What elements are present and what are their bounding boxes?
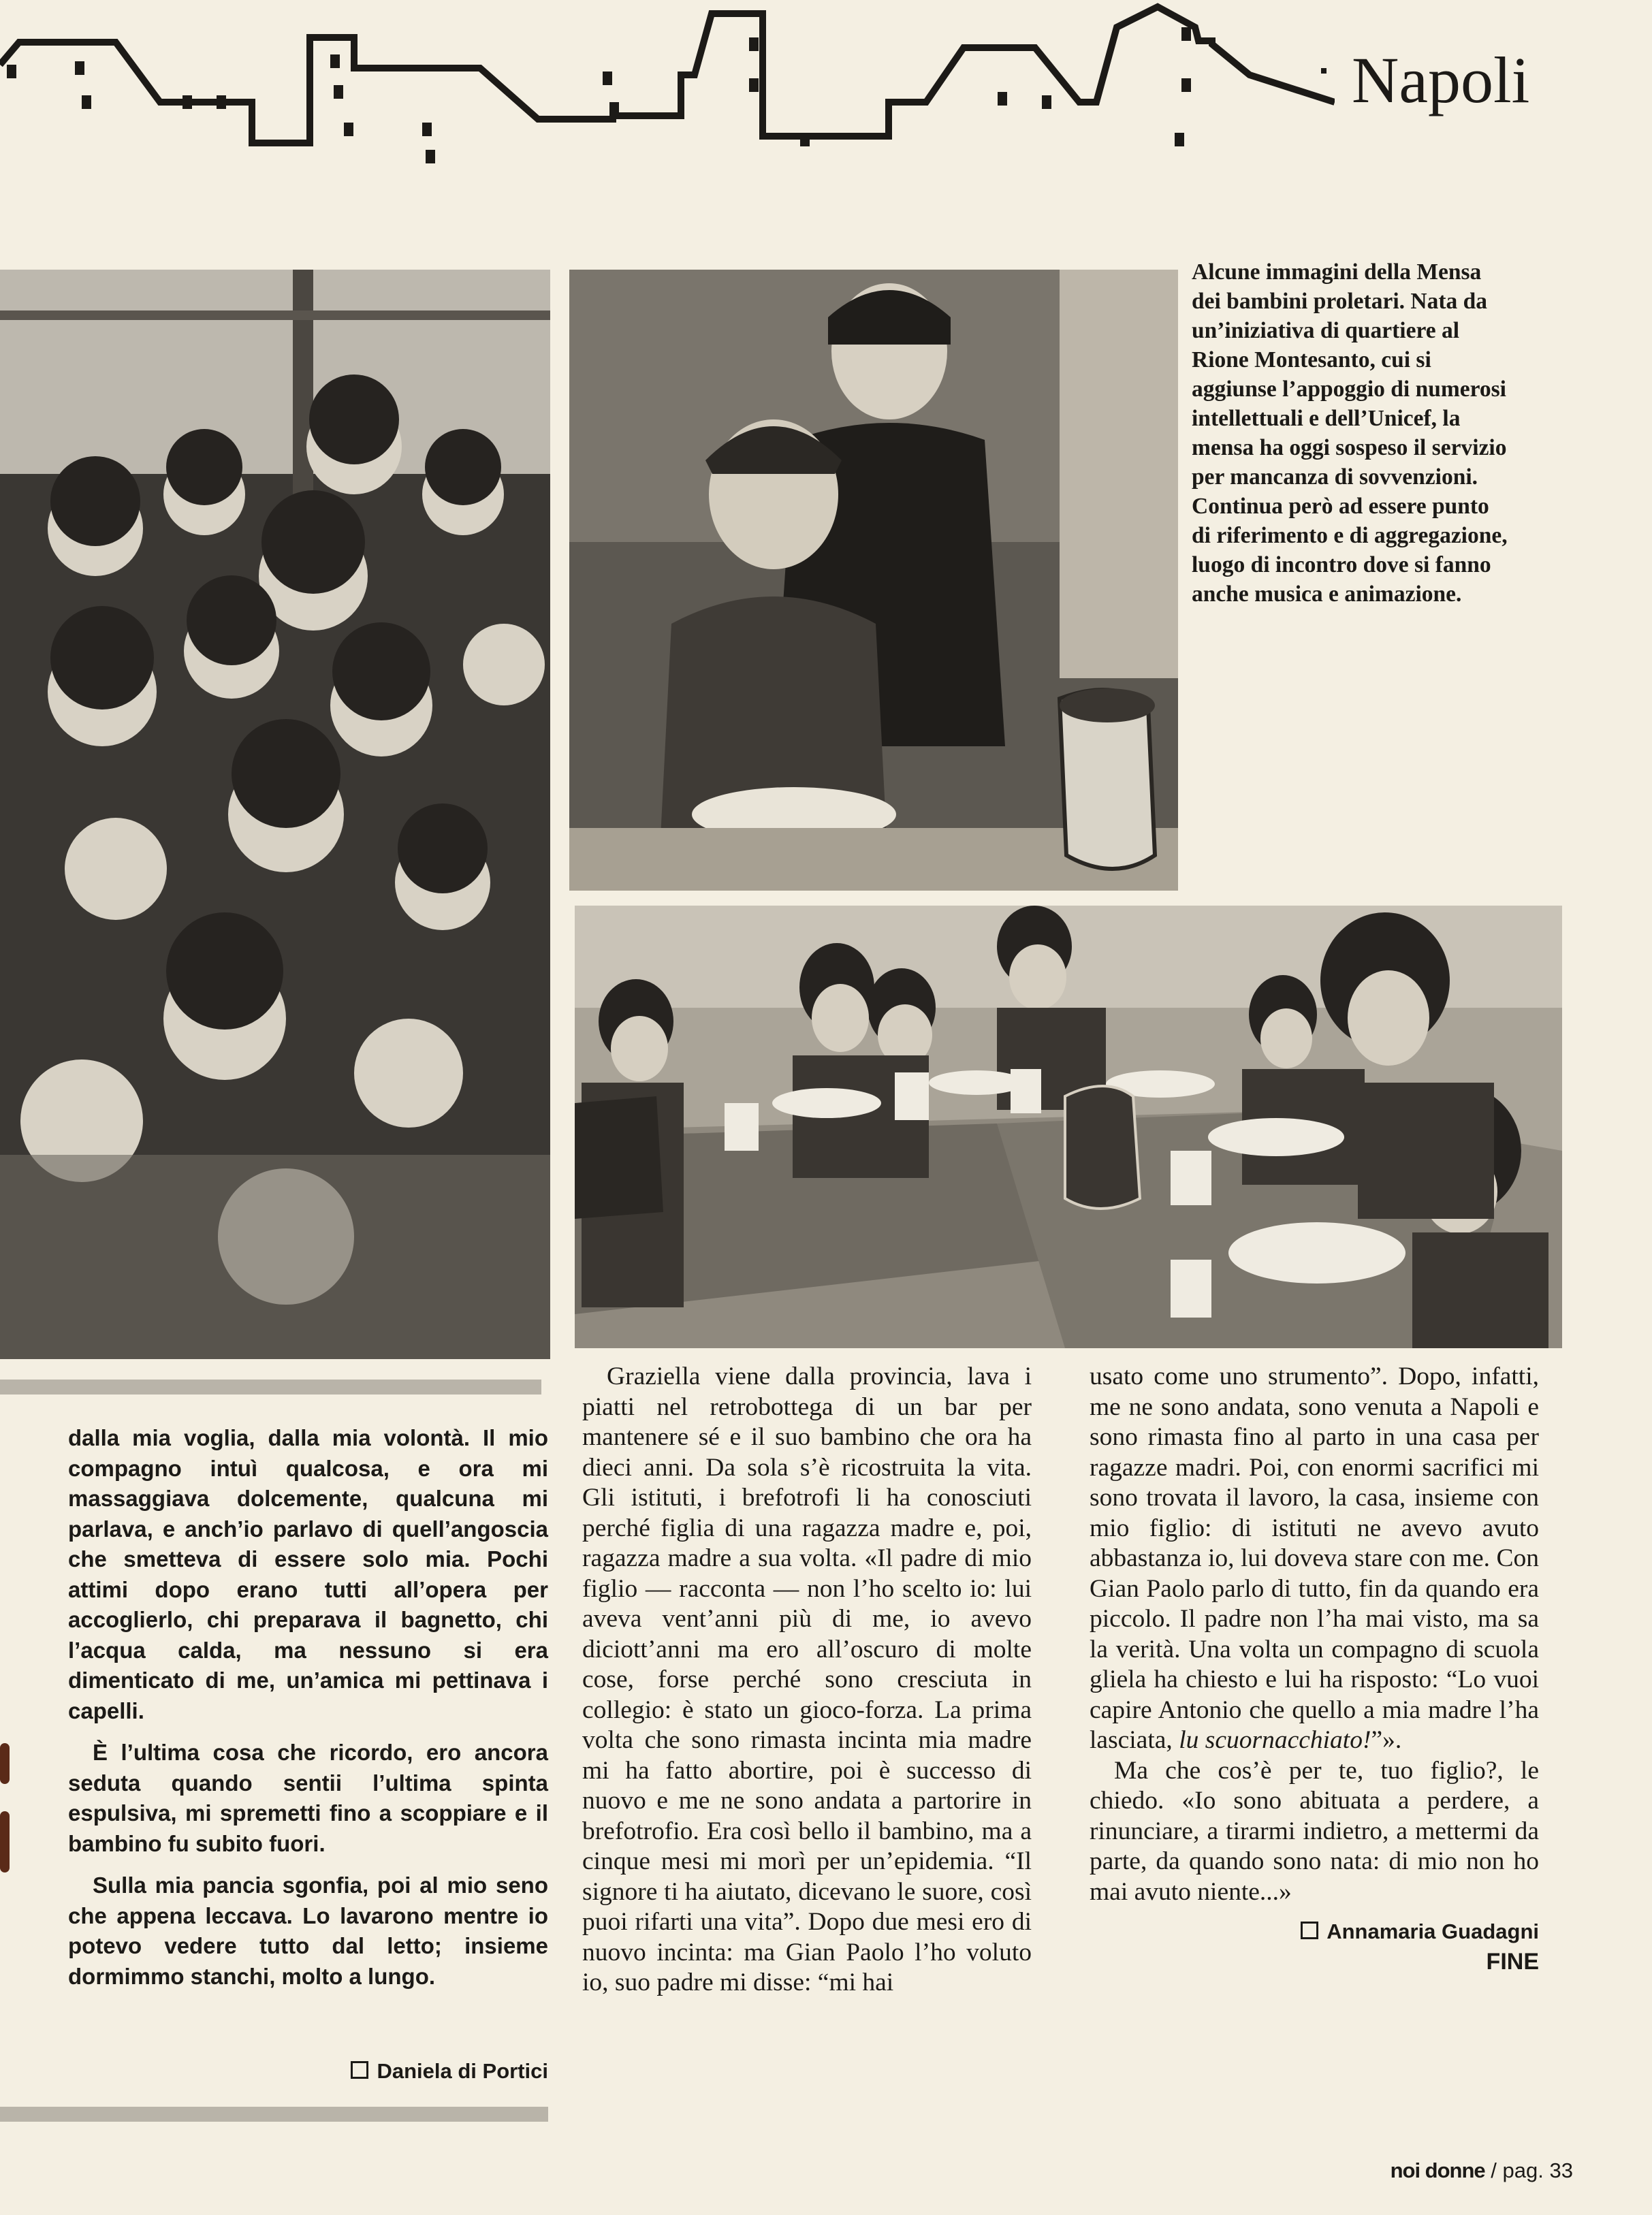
crowd-photo-icon: [0, 270, 550, 1359]
photo-caption: [1192, 257, 1553, 609]
caption-line: Continua però ad essere punto: [1192, 494, 1489, 519]
caption-line: mensa ha oggi sospeso il servizio: [1192, 435, 1507, 460]
byline-name: Annamaria Guadagni: [1327, 1919, 1539, 1943]
caption-line: intellettuali e dell’Unicef, la: [1192, 406, 1461, 431]
magazine-name: noi donne: [1390, 2158, 1485, 2182]
paragraph: Ma che cos’è per te, tuo figlio?, le chiedo. «Io sono abituata a perdere, a rinunciare, a tirarmi indietro, a mettermi da parte, da quando sono nata: di mio non ho mai avuto niente...»: [1090, 1756, 1539, 1906]
children-eating-photo: [569, 270, 1178, 891]
caption-line: di riferimento e di aggregazione,: [1192, 523, 1508, 548]
page-number: 33: [1549, 2158, 1573, 2182]
caption-line: anche musica e animazione.: [1192, 581, 1462, 607]
square-bullet-icon: [1301, 1922, 1318, 1939]
caption-line: aggiunse l’appoggio di numerosi: [1192, 377, 1506, 402]
caption-line: dei bambini proletari. Nata da: [1192, 289, 1487, 314]
page-label: pag.: [1502, 2158, 1544, 2182]
end-marker: FINE: [1486, 1949, 1539, 1975]
binding-mark: [0, 1743, 10, 1784]
children-eating-photo-icon: [569, 270, 1178, 891]
children-at-table-photo: [575, 906, 1562, 1348]
caption-line: Alcune immagini della Mensa: [1192, 259, 1482, 285]
byline-name: Daniela di Portici: [377, 2059, 548, 2083]
column-rule-bottom: [0, 2107, 548, 2122]
binding-mark: [0, 1811, 10, 1873]
children-at-table-photo-icon: [575, 906, 1562, 1348]
column-rule-top: [0, 1380, 541, 1395]
paragraph: È l’ultima cosa che ricordo, ero ancora seduta quando sentii l’ultima spinta espulsiva, mi spremetti fino a scoppiare e il bambino fu subito fuori.: [68, 1740, 548, 1856]
caption-line: per mancanza di sovvenzioni.: [1192, 464, 1478, 490]
paragraph: Graziella viene dalla provincia, lava i piatti nel retrobottega di un bar per mantenere sé e il suo bambino che ora ha dieci anni. Da sola s’è ricostruita la vita. Gli istituti, i brefotrofi li ha conosciuti perché figlia di una ragazza madre e, poi, ragazza madre a sua volta. «Il padre di mio figlio — racconta — non l’ho scelto io: lui aveva vent’anni più di me, io avevo diciott’anni ma ero all’oscuro di molte cose, forse perché sono cresciuta in collegio: è stato un gioco-forza. La prima volta che sono rimasta incinta mia madre mi ha fatto abortire, poi è successo di nuovo e me ne sono andata a partorire in brefotrofio. Era così bello il bambino, ma a cinque mesi mi morì per un’epidemia. “Il signore ti ha aiutato, dicevano le suore, così puoi rifarti una vita”. Dopo due mesi ero di nuovo incinta: ma Gian Paolo l’ho voluto io, suo padre mi disse: “mi hai: [582, 1363, 1032, 1996]
article-column-1: [68, 1423, 548, 2003]
city-skyline-icon: [0, 0, 1335, 184]
paragraph: Sulla mia pancia sgonfia, poi al mio seno che appena leccava. Lo lavarono mentre io potevo vedere tutto dal letto; insieme dormimmo stanchi, molto a lungo.: [68, 1873, 548, 1989]
caption-line: Rione Montesanto, cui si: [1192, 347, 1431, 372]
article-column-3: [1090, 1362, 1539, 1977]
article-column-2: [582, 1362, 1032, 1998]
paragraph: [1090, 1362, 1539, 1756]
crowd-photo: [0, 270, 550, 1359]
square-bullet-icon: [351, 2061, 368, 2079]
section-title: Napoli: [1352, 44, 1530, 116]
paragraph-close: ”».: [1371, 1726, 1402, 1754]
paragraph-text: usato come uno strumento”. Dopo, infatti, me ne sono andata, sono venuta a Napoli e sono rimasta fino al parto in una casa per ragazze madri. Poi, con enormi sacrifici mi sono trovata il lavoro, la casa, insieme con mio figlio: di istituti ne avevo avuto abbastanza io, lui doveva stare con me. Con Gian Paolo parlo di tutto, fin da quando era piccolo. Il padre non l’ha mai visto, ma sa la verità. Una volta un compagno di scuola gliela ha chiesto e lui ha risposto: “Lo vuoi capire Antonio che quello a mia madre l’ha lasciata,: [1090, 1363, 1539, 1754]
folio-separator: /: [1491, 2158, 1497, 2182]
caption-line: un’iniziativa di quartiere al: [1192, 318, 1460, 343]
byline: [259, 2056, 548, 2086]
page-footer: [1294, 2158, 1573, 2183]
paragraph: dalla mia voglia, dalla mia volontà. Il mio compagno intuì qualcosa, e ora mi massaggiava dolcemente, qualcuna mi parlava, e anch’io parlavo di quell’angoscia che smetteva di essere solo mia. Pochi attimi dopo erano tutti all’opera per accoglierlo, chi preparava il bagnetto, chi l’acqua calda, ma nessuno si era dimenticato di me, un’amica mi pettinava i capelli.: [68, 1425, 548, 1723]
byline: [1090, 1917, 1539, 1947]
caption-line: luogo di incontro dove si fanno: [1192, 552, 1491, 577]
dialect-phrase: lu scuornacchiato!: [1179, 1726, 1371, 1754]
